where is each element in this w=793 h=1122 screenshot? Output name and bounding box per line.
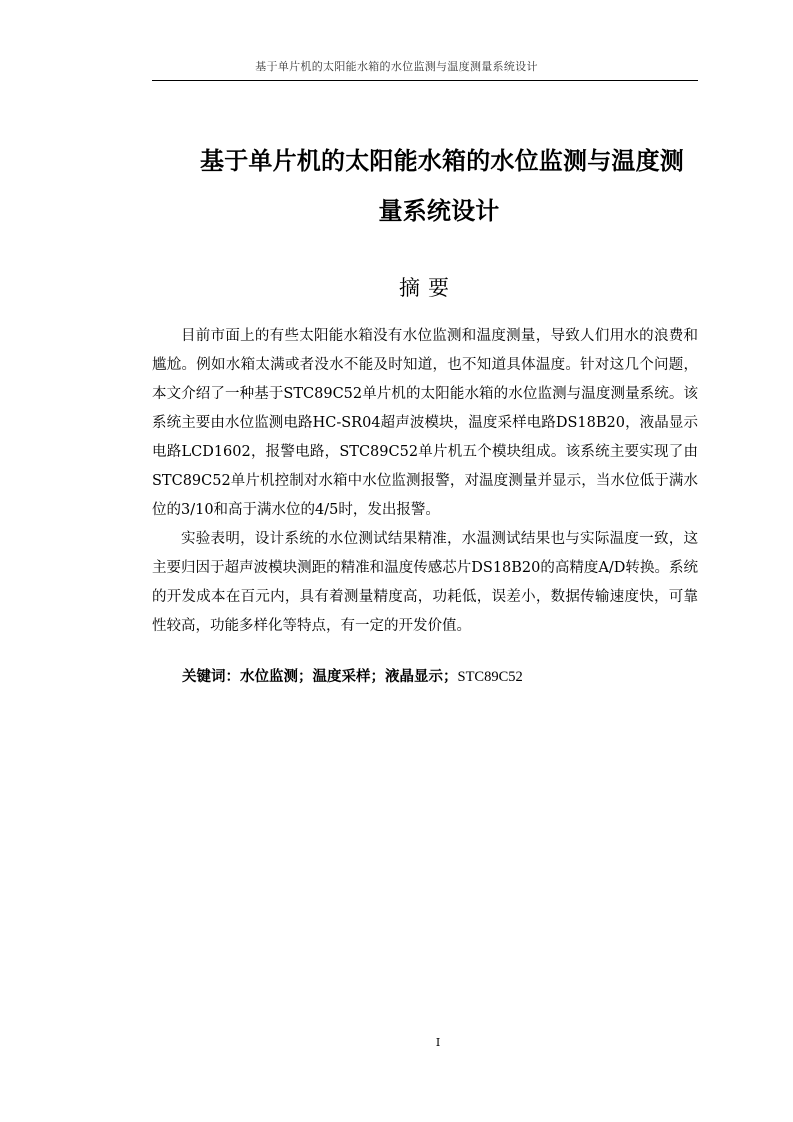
keyword-stc89c52: STC89C52 bbox=[457, 669, 523, 685]
header-divider bbox=[152, 80, 698, 81]
abstract-body bbox=[152, 322, 698, 641]
abstract-paragraph-1: 目前市面上的有些太阳能水箱没有水位监测和温度测量，导致人们用水的浪费和尴尬。例如水箱太满或者没水不能及时知道，也不知道具体温度。针对这几个问题，本文介绍了一种基于STC89C52单片机的太阳能水箱的水位监测与温度测量系统。该系统主要由水位监测电路HC-SR04超声波模块，温度采样电路DS18B20，液晶显示电路LCD1602，报警电路，STC89C52单片机五个模块组成。该系统主要实现了由STC89C52单片机控制对水箱中水位监测报警，对温度测量并显示，当水位低于满水位的3/10和高于满水位的4/5时，发出报警。 bbox=[152, 328, 698, 518]
abstract-heading: 摘要 bbox=[399, 276, 457, 300]
document-title bbox=[200, 136, 700, 236]
abstract-paragraph-2: 实验表明，设计系统的水位测试结果精准，水温测试结果也与实际温度一致，这主要归因于超声波模块测距的精准和温度传感芯片DS18B20的高精度A/D转换。系统的开发成本在百元内，具有着测量精度高，功耗低，误差小，数据传输速度快，可靠性较高，功能多样化等特点，有一定的开发价值。 bbox=[152, 531, 698, 634]
keyword-temperature-sampling: 温度采样 bbox=[312, 669, 371, 685]
keyword-water-level: 水位监测 bbox=[240, 669, 298, 685]
keywords-label: 关键词： bbox=[182, 669, 240, 685]
running-header: 基于单片机的太阳能水箱的水位监测与温度测量系统设计 bbox=[255, 60, 538, 73]
keyword-lcd-display: 液晶显示 bbox=[385, 669, 443, 685]
keyword-separator: ； bbox=[443, 669, 458, 685]
document-title-line-2: 量系统设计 bbox=[378, 197, 500, 225]
page-number: I bbox=[435, 1036, 441, 1049]
keyword-separator: ； bbox=[370, 669, 385, 685]
keywords-line bbox=[182, 663, 698, 692]
keyword-separator: ； bbox=[298, 669, 313, 685]
document-title-line-1: 基于单片机的太阳能水箱的水位监测与温度测 bbox=[200, 147, 684, 175]
